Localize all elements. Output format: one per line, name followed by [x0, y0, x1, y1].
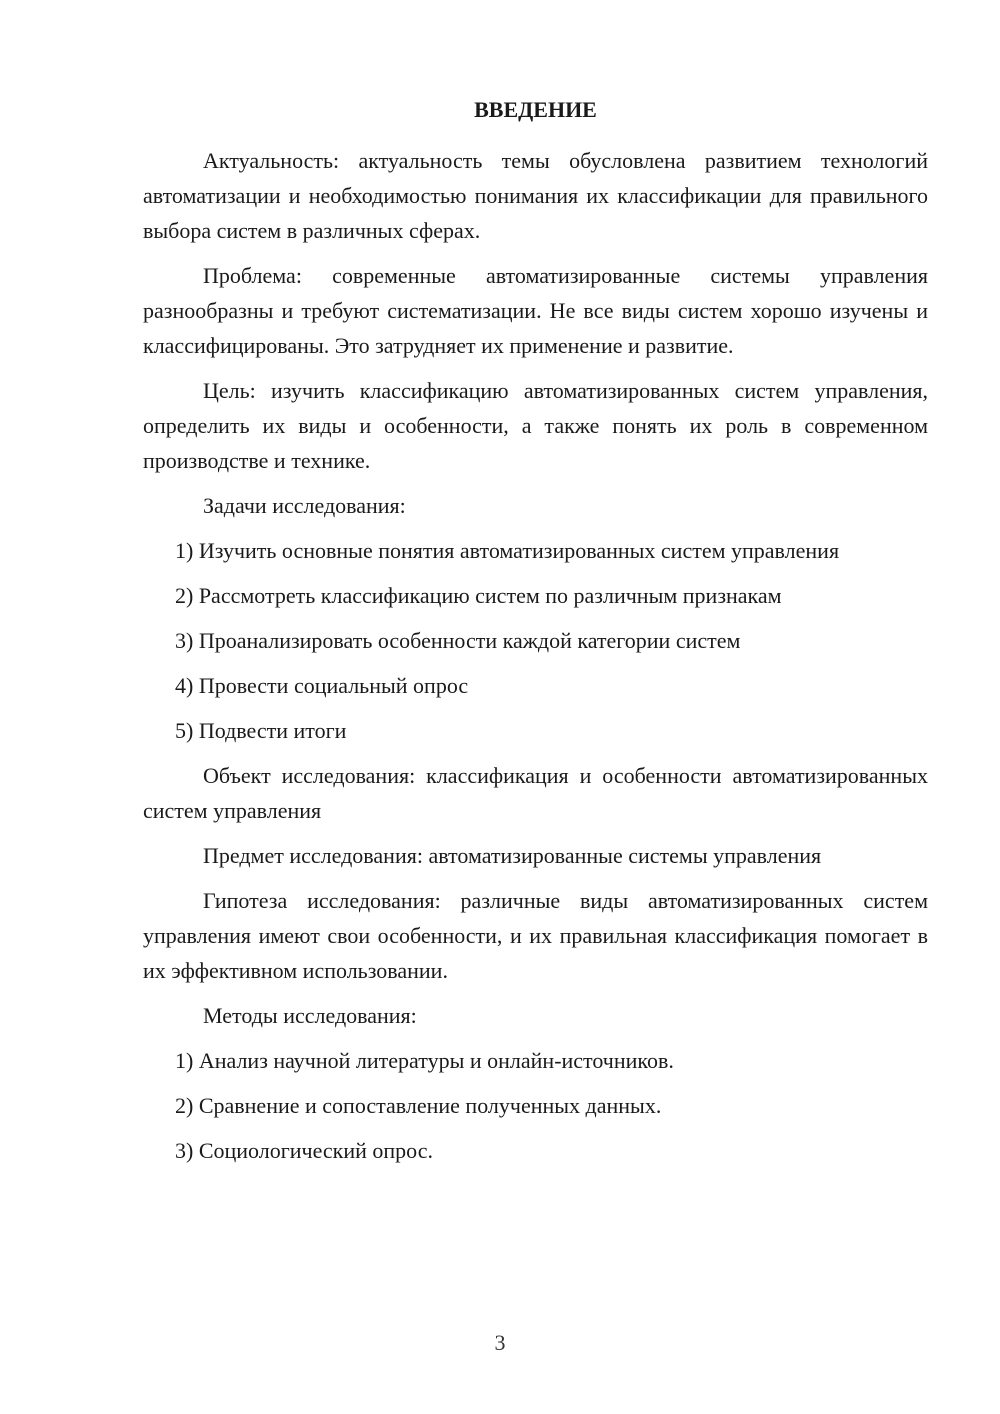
- method-item: 2) Сравнение и сопоставление полученных данных.: [175, 1093, 662, 1118]
- method-item: 3) Социологический опрос.: [175, 1138, 433, 1163]
- methods-heading: Методы исследования:: [203, 1003, 417, 1028]
- tasks-heading: Задачи исследования:: [203, 493, 406, 518]
- goal-paragraph: Цель: изучить классификацию автоматизированных систем управления, определить их виды и особенности, а также понять их роль в современном производстве и технике.: [143, 378, 928, 473]
- page-content: [143, 92, 928, 1178]
- page-number: 3: [494, 1330, 506, 1355]
- subject-paragraph: Предмет исследования: автоматизированные системы управления: [203, 843, 822, 868]
- task-item: 1) Изучить основные понятия автоматизированных систем управления: [175, 538, 840, 563]
- tasks-list: [143, 533, 928, 748]
- object-paragraph: Объект исследования: классификация и особенности автоматизированных систем управления: [143, 763, 928, 823]
- task-item: 2) Рассмотреть классификацию систем по различным признакам: [175, 583, 782, 608]
- method-item: 1) Анализ научной литературы и онлайн-источников.: [175, 1048, 674, 1073]
- task-item: 3) Проанализировать особенности каждой категории систем: [175, 628, 741, 653]
- page-title: ВВЕДЕНИЕ: [474, 97, 597, 122]
- task-item: 5) Подвести итоги: [175, 718, 347, 743]
- relevance-paragraph: Актуальность: актуальность темы обусловлена развитием технологий автоматизации и необходимостью понимания их классификации для правильного выбора систем в различных сферах.: [143, 148, 928, 243]
- hypothesis-paragraph: Гипотеза исследования: различные виды автоматизированных систем управления имеют свои особенности, и их правильная классификация помогает в их эффективном использовании.: [143, 888, 928, 983]
- methods-list: [143, 1043, 928, 1168]
- problem-paragraph: Проблема: современные автоматизированные системы управления разнообразны и требуют систематизации. Не все виды систем хорошо изучены и классифицированы. Это затрудняет их применение и развитие.: [143, 263, 928, 358]
- task-item: 4) Провести социальный опрос: [175, 673, 469, 698]
